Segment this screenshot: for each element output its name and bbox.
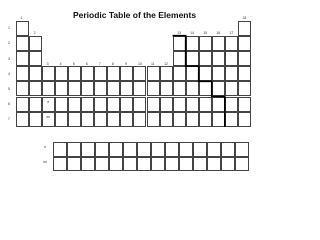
period-label: 4 — [8, 71, 10, 76]
group-label: 11 — [151, 61, 155, 66]
group-label: 15 — [203, 31, 208, 36]
group-label: 9 — [124, 61, 127, 66]
period-label: 6 — [8, 102, 10, 107]
group-label: 1 — [20, 16, 23, 20]
page-title: Periodic Table of the Elements — [72, 10, 197, 20]
period-label: 7 — [8, 117, 10, 122]
group-label: 4 — [59, 61, 62, 66]
actinide-marker: ** — [46, 115, 50, 122]
group-label: 2 — [33, 31, 36, 36]
group-label: 3 — [46, 61, 49, 66]
boundary-line — [173, 36, 225, 127]
period-label: 5 — [8, 86, 10, 91]
period-label: 2 — [8, 41, 10, 46]
group-label: 17 — [229, 31, 234, 36]
group-label: 13 — [177, 31, 182, 36]
group-label: 10 — [137, 61, 142, 66]
group-label: 7 — [98, 61, 101, 66]
lanthanide-row-marker: * — [44, 146, 46, 152]
group-label: 14 — [190, 31, 195, 36]
actinide-row-marker: ** — [43, 160, 47, 167]
group-label: 16 — [216, 31, 221, 36]
group-label: 18 — [242, 16, 247, 20]
period-label: 3 — [8, 56, 10, 61]
lanthanide-marker: * — [47, 100, 50, 107]
period-label: 1 — [8, 26, 10, 31]
group-label: 12 — [164, 61, 168, 66]
group-label: 6 — [85, 61, 88, 66]
group-label: 5 — [72, 61, 75, 66]
group-label: 8 — [111, 61, 114, 66]
